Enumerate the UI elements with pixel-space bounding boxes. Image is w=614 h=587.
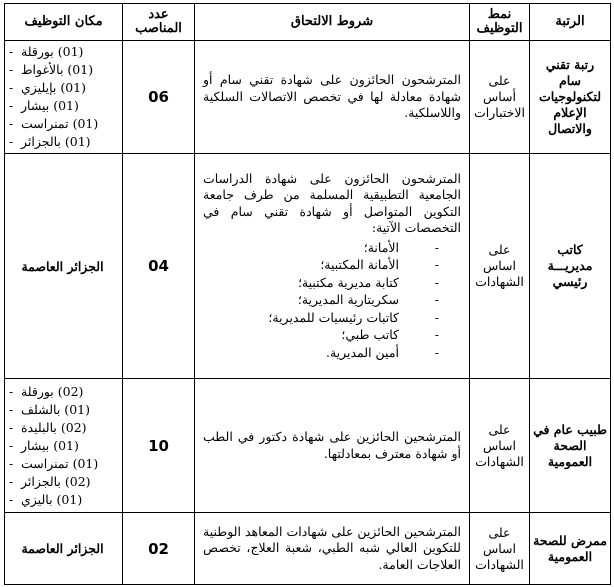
- place-item: - (01) بالجزائر: [9, 134, 91, 149]
- place-item: - (01) بالشلف: [9, 401, 90, 417]
- place-item: - (01) بيشار: [9, 437, 79, 453]
- place-item: - (01) تمنراست: [9, 455, 99, 471]
- place-cell: الجزائر العاصمة: [5, 513, 123, 585]
- conditions-cell: [195, 41, 470, 154]
- place-item: - (01) باليزي: [9, 491, 83, 507]
- place-item: - (01) تمنراست: [9, 116, 99, 131]
- mode-cell: على أساس الاختبارات: [470, 41, 530, 154]
- place-item: - (01) بالأغواط: [9, 62, 94, 77]
- mode-cell: على اساس الشهادات: [470, 154, 530, 379]
- rank-cell: رتبة تقني سام لتكنولوجيات الإعلام والاتصال: [530, 41, 611, 154]
- list-item: - أمين المديرية.: [203, 344, 461, 362]
- list-item: - كتابة مديرية مكتبية؛: [203, 274, 461, 292]
- conditions-text: المترشحون الحائزون على شهادة الدراسات الجامعية التطبيقية المسلمة من طرف جامعة التكوين المتواصل أو شهادة تقني سام في التخصصات الآتية:: [203, 170, 461, 236]
- specialty-list: [203, 239, 461, 362]
- place-cell: [5, 41, 123, 154]
- conditions-text: المترشحون الحائزون على شهادة تقني سام أو شهادة معادلة لها في تخصص الاتصالات السلكية واللاسلكية.: [203, 72, 461, 121]
- mode-cell: على اساس الشهادات: [470, 379, 530, 513]
- conditions-text: المترشحين الحائزين على شهادة دكتور في الطب أو شهادة معترف بمعادلتها.: [203, 429, 461, 461]
- header-rank: الرتبة: [530, 4, 611, 41]
- place-item: - (01) بيشار: [9, 98, 79, 113]
- count-cell: 10: [123, 379, 195, 513]
- header-place: مكان التوظيف: [5, 4, 123, 41]
- conditions-cell: [195, 379, 470, 513]
- place-item: - (01) بورقلة: [9, 44, 84, 59]
- header-mode: نمط التوظيف: [470, 4, 530, 41]
- place-item: - (02) بورقلة: [9, 383, 84, 399]
- header-row: [5, 4, 611, 41]
- list-item: - الأمانة المكتبية؛: [203, 256, 461, 274]
- table-row: [5, 154, 611, 379]
- conditions-cell: [195, 154, 470, 379]
- header-conditions: شروط الالتحاق: [195, 4, 470, 41]
- rank-cell: ممرض للصحة العمومية: [530, 513, 611, 585]
- rank-cell: كاتب مديريـــة رئيسي: [530, 154, 611, 379]
- table-row: [5, 513, 611, 585]
- rank-cell: طبيب عام في الصحة العمومية: [530, 379, 611, 513]
- place-cell: الجزائر العاصمة: [5, 154, 123, 379]
- count-cell: 04: [123, 154, 195, 379]
- recruitment-table: [4, 3, 611, 585]
- count-cell: 06: [123, 41, 195, 154]
- list-item: - كاتبات رئيسيات للمديرية؛: [203, 309, 461, 327]
- table-row: [5, 41, 611, 154]
- list-item: - سكريتارية المديرية؛: [203, 291, 461, 309]
- place-item: - (02) بالبليدة: [9, 419, 87, 435]
- place-cell: [5, 379, 123, 513]
- header-count: عدد المناصب: [123, 4, 195, 41]
- table-row: [5, 379, 611, 513]
- conditions-cell: [195, 513, 470, 585]
- list-item: - الأمانة؛: [203, 239, 461, 257]
- conditions-text: المترشحين الحائزين على شهادات المعاهد الوطنية للتكوين العالي شبه الطبي، شعبة العلاج، تخصص العلاجات العامة.: [203, 523, 461, 572]
- list-item: - كاتب طبي؛: [203, 326, 461, 344]
- mode-cell: على اساس الشهادات: [470, 513, 530, 585]
- count-cell: 02: [123, 513, 195, 585]
- place-item: - (01) بإيليزي: [9, 80, 87, 95]
- place-item: - (02) بالجزائر: [9, 473, 91, 489]
